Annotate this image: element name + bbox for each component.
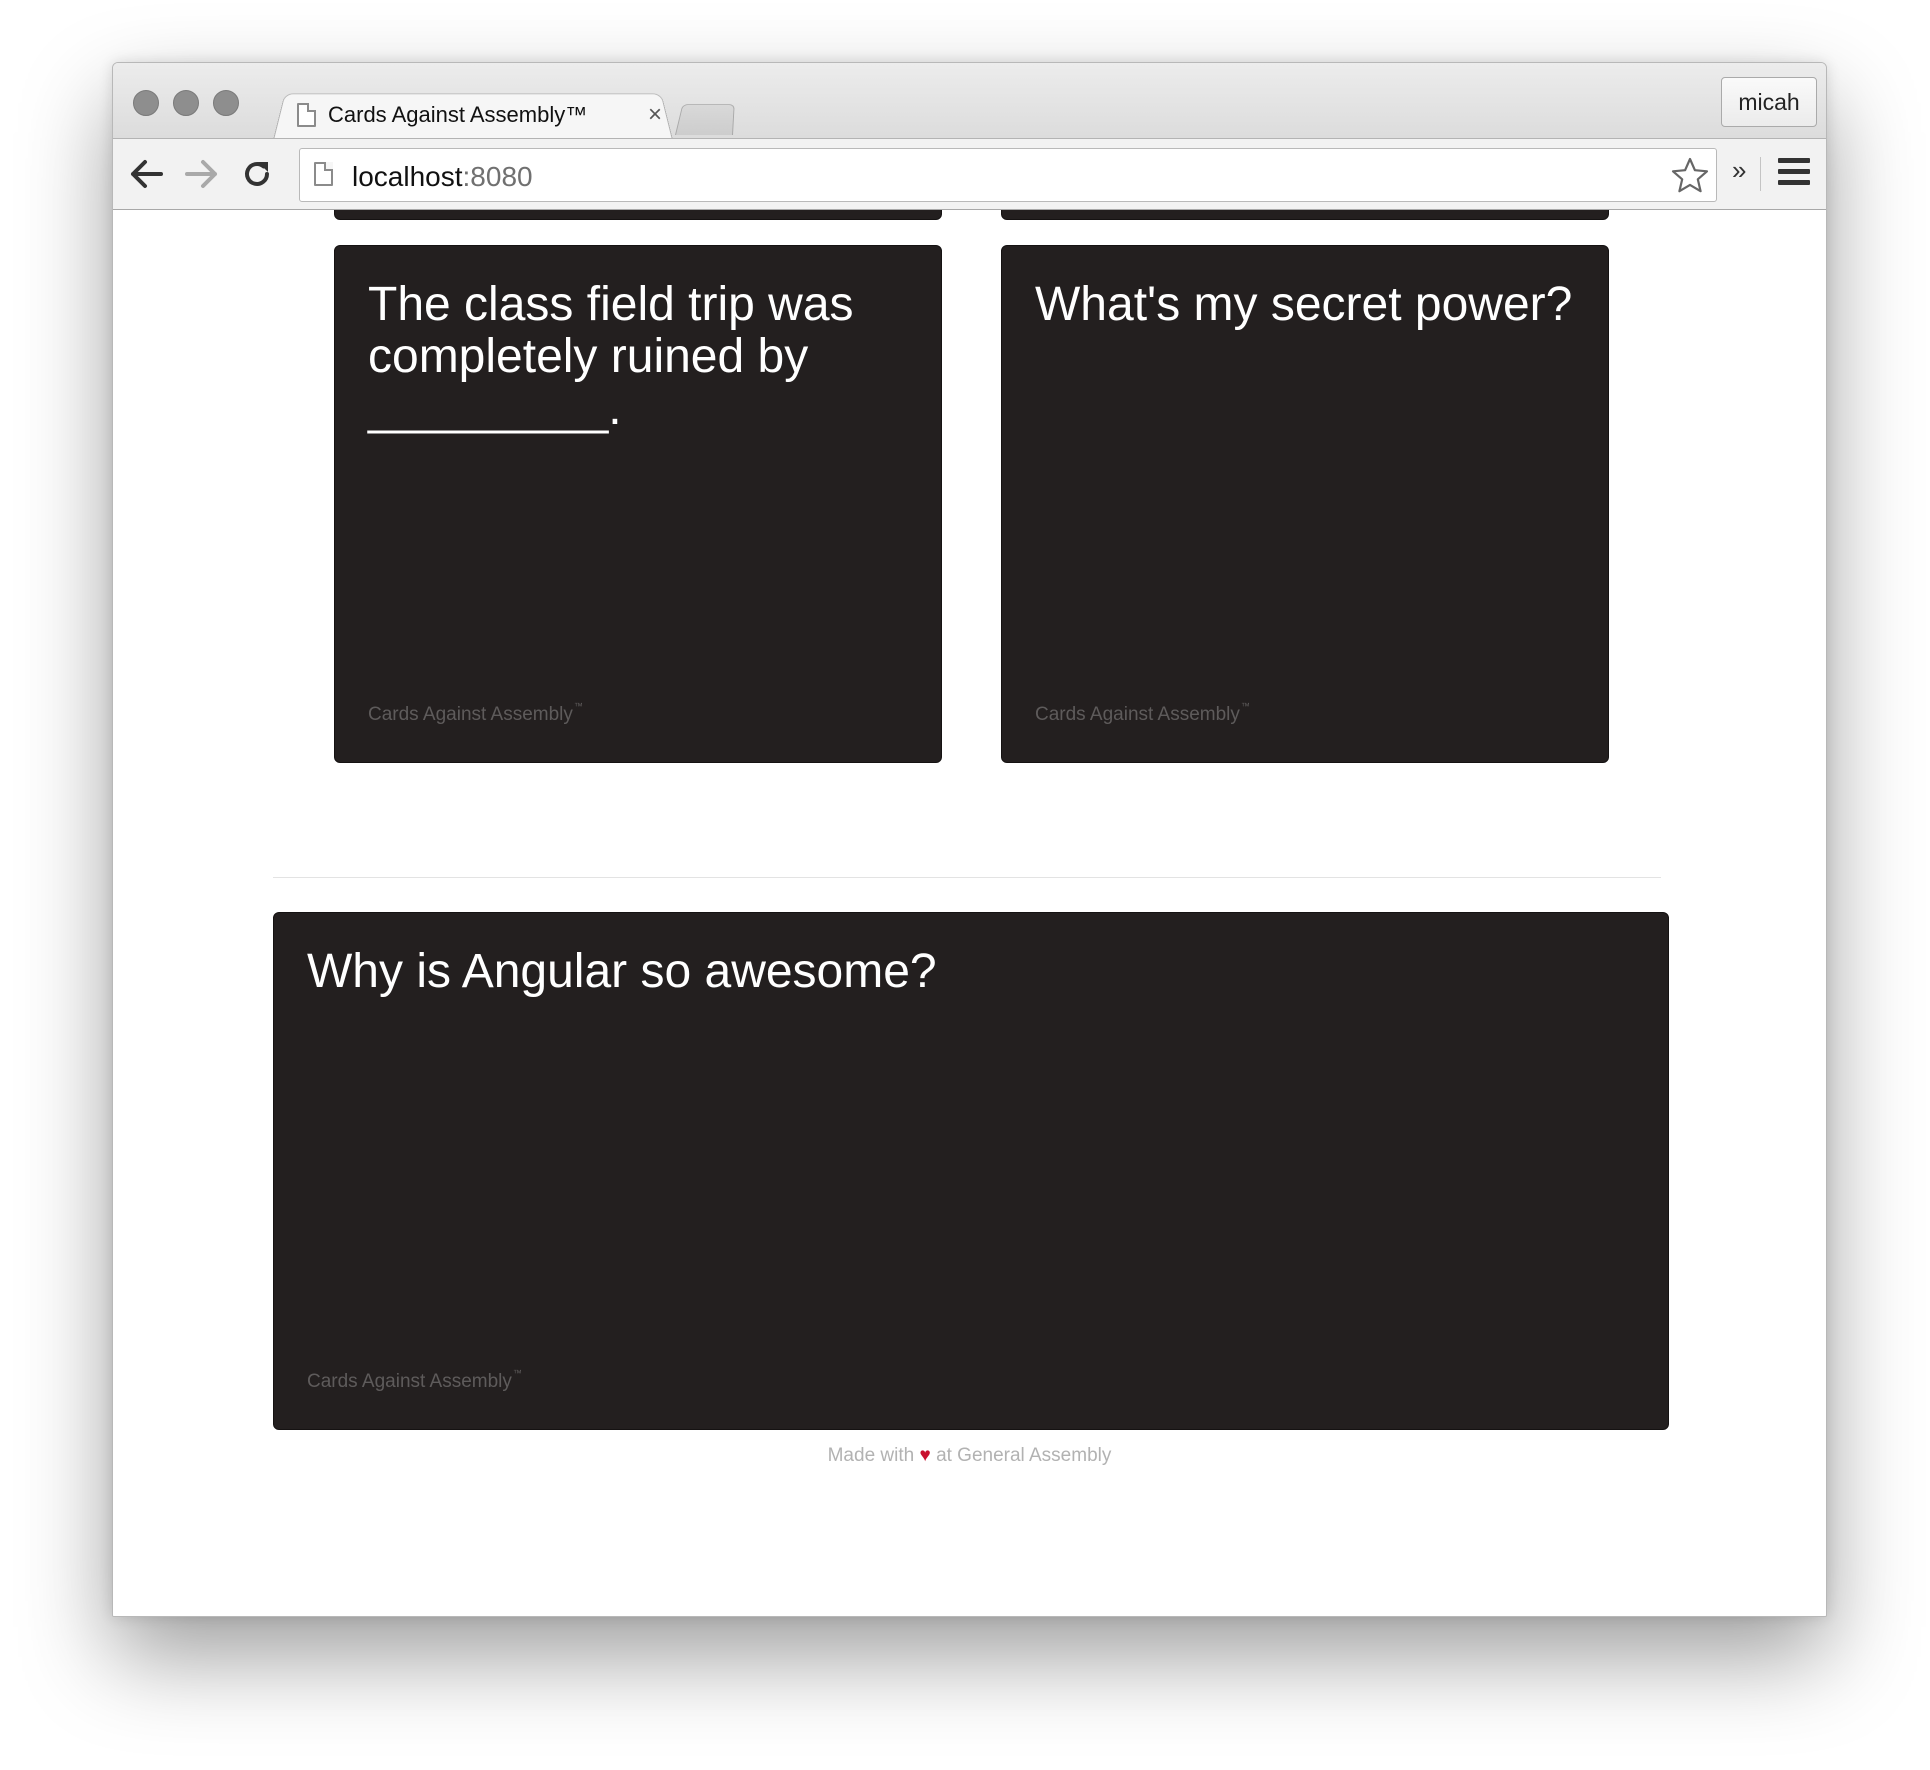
extensions-overflow-icon[interactable]: » <box>1732 155 1747 185</box>
new-tab-button[interactable] <box>675 104 735 135</box>
url-host: localhost <box>352 161 463 192</box>
page-footer <box>113 1445 1826 1467</box>
page-info-icon[interactable] <box>314 162 333 186</box>
back-icon[interactable] <box>127 154 167 194</box>
toolbar-divider <box>1760 157 1761 191</box>
card-brand <box>368 701 583 726</box>
minimize-window-button[interactable] <box>173 90 199 116</box>
url-text[interactable] <box>352 161 533 193</box>
card-brand <box>1035 701 1250 726</box>
card-text: The class field trip was completely ruined by _________. <box>368 278 854 435</box>
browser-toolbar <box>113 138 1826 210</box>
browser-window <box>112 62 1827 1617</box>
card-brand-name: Cards Against Assembly <box>368 704 573 725</box>
card-brand <box>307 1368 522 1393</box>
profile-button[interactable]: micah <box>1721 77 1817 127</box>
close-window-button[interactable] <box>133 90 159 116</box>
card-brand-name: Cards Against Assembly <box>307 1371 512 1392</box>
url-port: :8080 <box>462 161 533 192</box>
card-text: What's my secret power? <box>1035 278 1573 331</box>
page-icon <box>297 103 316 127</box>
trademark: ™ <box>573 701 583 711</box>
section-divider <box>273 877 1661 878</box>
tab-content <box>297 93 667 137</box>
footer-suffix: at General Assembly <box>936 1445 1112 1466</box>
card-text: Why is Angular so awesome? <box>307 945 937 998</box>
bookmark-star-icon[interactable] <box>1670 156 1710 196</box>
tab-close-icon[interactable]: × <box>647 101 662 128</box>
menu-hamburger-icon[interactable] <box>1778 158 1810 188</box>
address-bar[interactable] <box>299 148 1717 202</box>
question-card[interactable] <box>334 245 942 763</box>
reload-icon[interactable] <box>237 154 277 194</box>
page-viewport[interactable] <box>113 210 1826 1616</box>
trademark: ™ <box>512 1368 522 1378</box>
forward-icon[interactable] <box>181 154 221 194</box>
tab-title[interactable]: Cards Against Assembly™ <box>328 102 588 127</box>
footer-prefix: Made with <box>827 1445 915 1466</box>
zoom-window-button[interactable] <box>213 90 239 116</box>
question-card[interactable] <box>1001 245 1609 763</box>
card-partial-right[interactable] <box>1001 210 1609 220</box>
card-partial-left[interactable] <box>334 210 942 220</box>
featured-question-card[interactable] <box>273 912 1669 1430</box>
trademark: ™ <box>1240 701 1250 711</box>
heart-icon: ♥ <box>919 1445 931 1466</box>
title-bar <box>113 63 1826 138</box>
card-brand-name: Cards Against Assembly <box>1035 704 1240 725</box>
